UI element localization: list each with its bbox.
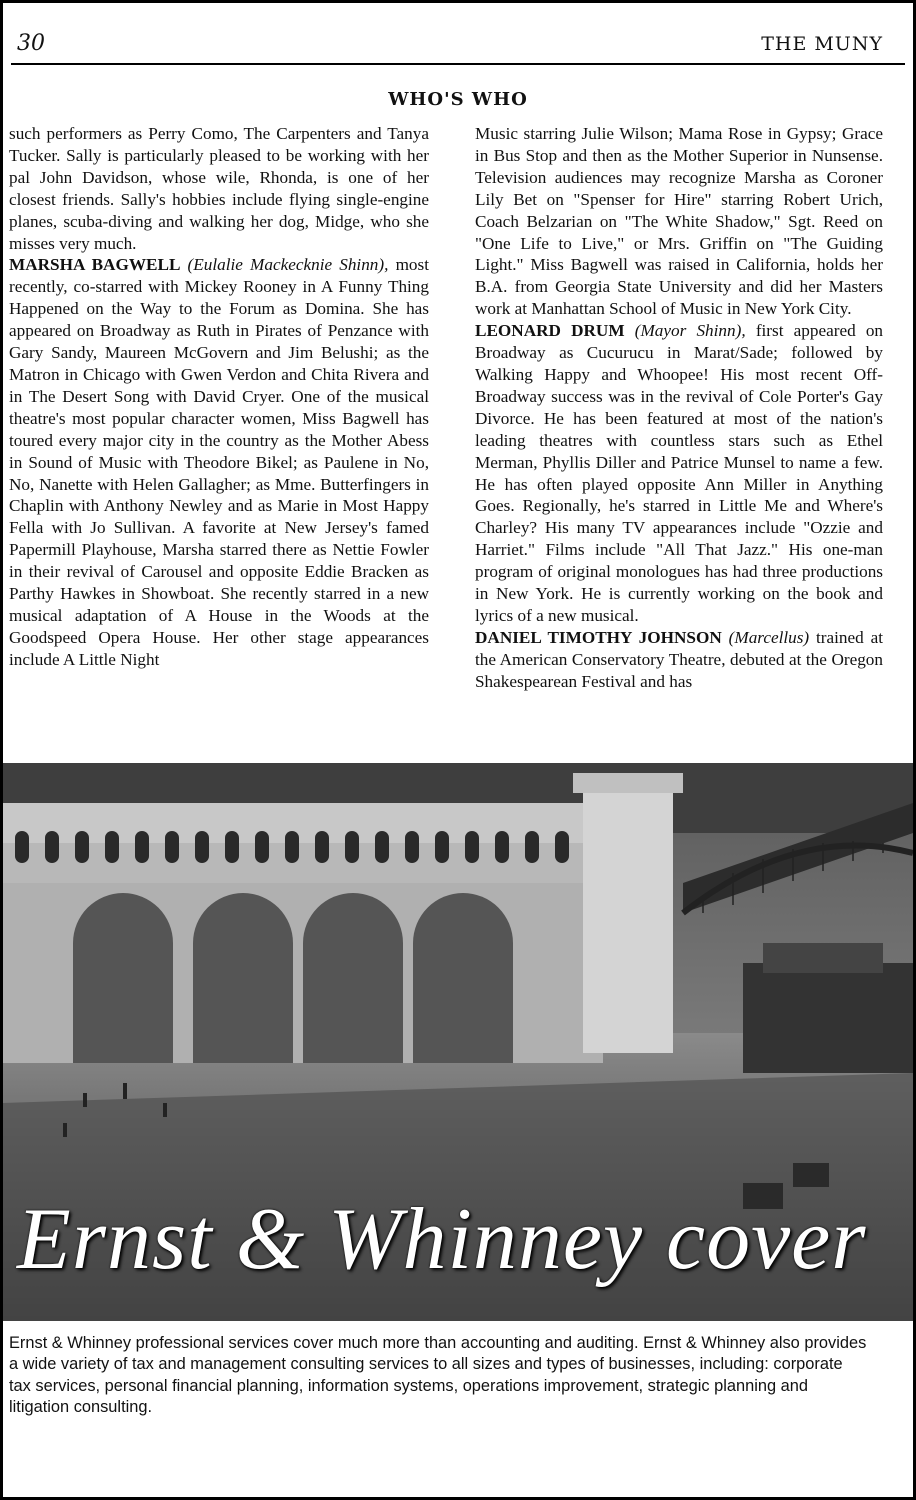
header-rule <box>11 63 905 65</box>
bagwell-role: (Eulalie Mackecknie Shinn), <box>187 255 389 275</box>
johnson-bio: trained at the American Conservatory Theatre, debuted at the Oregon Shakespearean Festival and has <box>475 627 883 691</box>
bagwell-bio-continued: Music starring Julie Wilson; Mama Rose in Gypsy; Grace in Bus Stop and then as the Mother Superior in Nunsense. Television audiences may recognize Marsha as Coroner Lily Bet on "Spenser for Hire" starring Robert Urich, Coach Belzarian on "The White Shadow," Sgt. Reed on "One Life to Live," or Mrs. Griffin on "The Guiding Light." Miss Bagwell was raised in California, holds her B.A. from Georgia State University and did her Masters work at Manhattan School of Music in New York City. <box>475 124 883 319</box>
bagwell-entry <box>9 254 429 670</box>
bagwell-bio: most recently, co-starred with Mickey Rooney in A Funny Thing Happened on the Way to the Forum as Domina. She has appeared on Broadway as Ruth in Pirates of Penzance with Gary Sandy, Maureen McGovern and Jim Belushi; as the Matron in Chicago with Gwen Verdon and Chita Rivera and in The Desert Song with David Cryer. One of the musical theatre's most popular character women, Miss Bagwell has toured every major city in the country as the Mother Abess in Sound of Music with Theodore Bikel; as Paulene in No, No, Nanette with Helen Gallagher; as Mme. Butterfingers in Chaplin with Anthony Newley and as Marie in Most Happy Fella with Jo Sullivan. A favorite at New Jersey's famed Papermill Playhouse, Marsha starred there as Nettie Fowler in their revival of Carousel and opposite Eddie Bracken as Parthy Hawkes in Showboat. She recently starred in a new musical adaptation of A House in the Woods at the Goodspeed Opera House. Her other stage appearances include A Little Night <box>9 255 429 669</box>
page-number: 30 <box>17 31 45 56</box>
left-column <box>9 123 429 763</box>
johnson-name: DANIEL TIMOTHY JOHNSON <box>475 627 722 647</box>
magazine-title: THE MUNY <box>761 33 883 55</box>
bagwell-name: MARSHA BAGWELL <box>9 255 181 275</box>
sally-bio-continued: such performers as Perry Como, The Carpenters and Tanya Tucker. Sally is particularly pleased to be working with her pal John Davidson, whose wile, Rhonda, is one of her closest friends. Sally's hobbies include flying single-engine planes, scuba-diving and walking her dog, Midge, who she misses very much. <box>9 124 429 253</box>
johnson-role: (Marcellus) <box>728 627 810 647</box>
right-column <box>475 123 883 763</box>
drum-role: (Mayor Shinn), <box>634 321 746 341</box>
drum-bio: first appeared on Broadway as Cucurucu in Marat/Sade; followed by Walking Happy and Whoopee! His most recent Off-Broadway success was in the revival of Cole Porter's Gay Divorce. He has been featured at most of the nation's leading theatres with countless stars such as Ethel Merman, Phyllis Diller and Patrice Munsel to name a few. He has often played opposite Ann Miller in Anything Goes. Regionally, he's starred in Little Me and Where's Charley? His many TV appearances include "Ozzie and Harriet." Films include "All That Jazz." His one-man program of original monologues has had three productions in New York. He is currently working on the book and lyrics of a new musical. <box>475 321 883 625</box>
page-header <box>3 31 913 65</box>
ad-headline: Ernst & Whinney cover <box>17 1191 867 1288</box>
ad-body: Ernst & Whinney professional services cover much more than accounting and auditing. Ernst & Whinney also provides a wide variety of tax and management consulting services to all sizes and types of businesses, including: corporate tax services, personal financial planning, information systems, operations improvement, strategic planning and litigation consulting. <box>9 1334 867 1417</box>
drum-entry <box>475 320 883 627</box>
johnson-entry <box>475 627 883 693</box>
section-title: WHO'S WHO <box>388 89 528 110</box>
drum-name: LEONARD DRUM <box>475 321 625 341</box>
